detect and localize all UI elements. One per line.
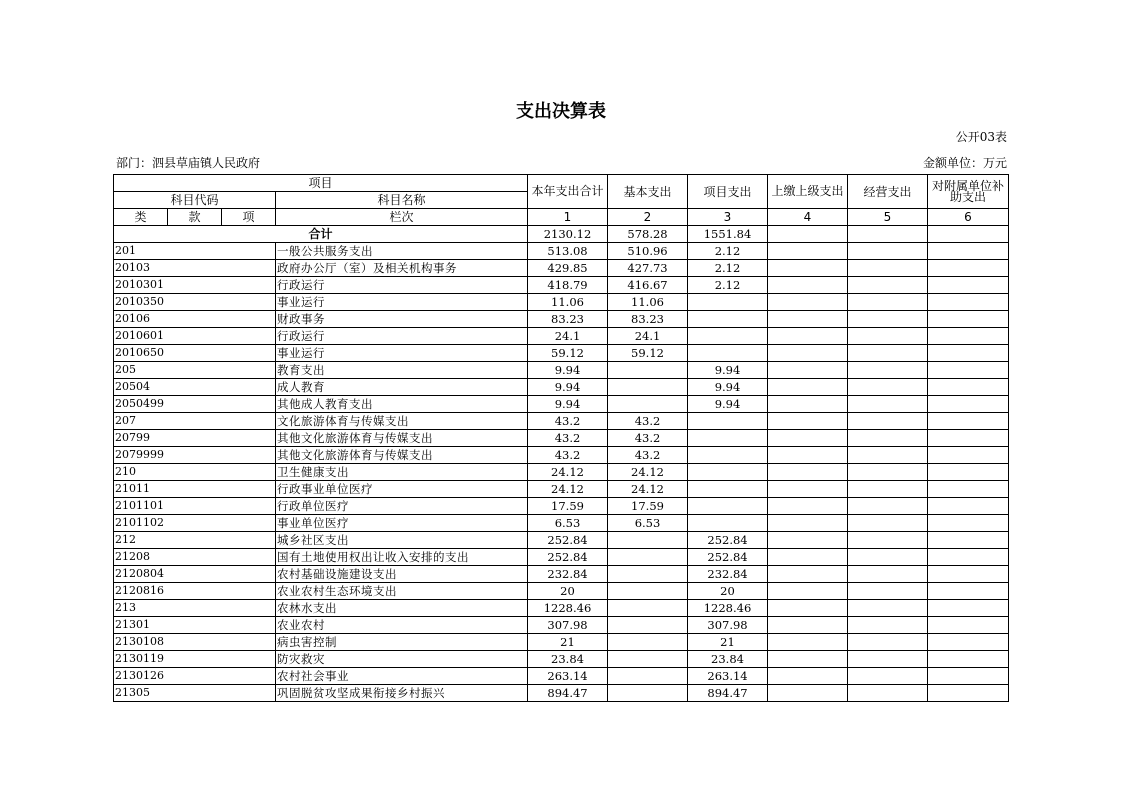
row-name: 一般公共服务支出 [276, 243, 528, 260]
row-business [848, 413, 928, 430]
table-row [114, 583, 1009, 600]
row-subsidy [928, 396, 1009, 413]
row-code: 207 [114, 413, 276, 430]
row-basic: 6.53 [608, 515, 688, 532]
total-subsidy [928, 226, 1009, 243]
row-total: 20 [528, 583, 608, 600]
row-total: 232.84 [528, 566, 608, 583]
header-upper: 上缴上级支出 [768, 175, 848, 209]
row-name: 农村社会事业 [276, 668, 528, 685]
row-project: 23.84 [688, 651, 768, 668]
row-subsidy [928, 277, 1009, 294]
row-total: 252.84 [528, 549, 608, 566]
row-business [848, 515, 928, 532]
row-business [848, 345, 928, 362]
row-name: 行政单位医疗 [276, 498, 528, 515]
row-code: 2130119 [114, 651, 276, 668]
row-total: 307.98 [528, 617, 608, 634]
table-row [114, 413, 1009, 430]
row-basic [608, 362, 688, 379]
row-upper [768, 447, 848, 464]
row-total: 894.47 [528, 685, 608, 702]
expenditure-table [113, 174, 1009, 702]
row-subsidy [928, 294, 1009, 311]
row-basic [608, 685, 688, 702]
table-row [114, 430, 1009, 447]
row-project: 252.84 [688, 549, 768, 566]
row-project: 232.84 [688, 566, 768, 583]
row-code: 2010650 [114, 345, 276, 362]
row-name: 卫生健康支出 [276, 464, 528, 481]
row-name: 防灾救灾 [276, 651, 528, 668]
row-total: 513.08 [528, 243, 608, 260]
row-total: 9.94 [528, 379, 608, 396]
row-upper [768, 481, 848, 498]
row-subsidy [928, 566, 1009, 583]
header-business: 经营支出 [848, 175, 928, 209]
row-business [848, 566, 928, 583]
row-project: 9.94 [688, 379, 768, 396]
row-basic: 24.12 [608, 481, 688, 498]
row-total: 418.79 [528, 277, 608, 294]
row-subsidy [928, 362, 1009, 379]
row-name: 巩固脱贫攻坚成果衔接乡村振兴 [276, 685, 528, 702]
header-no-3: 3 [688, 209, 768, 226]
table-row [114, 532, 1009, 549]
row-name: 其他文化旅游体育与传媒支出 [276, 430, 528, 447]
table-row [114, 379, 1009, 396]
row-basic: 59.12 [608, 345, 688, 362]
row-subsidy [928, 600, 1009, 617]
row-subsidy [928, 498, 1009, 515]
row-upper [768, 515, 848, 532]
row-project [688, 328, 768, 345]
row-project [688, 481, 768, 498]
row-subsidy [928, 549, 1009, 566]
row-total: 11.06 [528, 294, 608, 311]
row-upper [768, 668, 848, 685]
row-subsidy [928, 328, 1009, 345]
total-label: 合计 [114, 226, 528, 243]
header-subsidy: 对附属单位补助支出 [928, 175, 1009, 209]
row-code: 2101101 [114, 498, 276, 515]
row-code: 213 [114, 600, 276, 617]
row-name: 行政事业单位医疗 [276, 481, 528, 498]
table-row [114, 277, 1009, 294]
row-basic: 17.59 [608, 498, 688, 515]
table-row [114, 396, 1009, 413]
header-section: 款 [168, 209, 222, 226]
header-no-5: 5 [848, 209, 928, 226]
row-business [848, 583, 928, 600]
table-row [114, 311, 1009, 328]
table-row [114, 328, 1009, 345]
row-name: 事业单位医疗 [276, 515, 528, 532]
row-total: 17.59 [528, 498, 608, 515]
row-subsidy [928, 413, 1009, 430]
row-upper [768, 651, 848, 668]
header-no-2: 2 [608, 209, 688, 226]
row-basic: 510.96 [608, 243, 688, 260]
table-row [114, 515, 1009, 532]
row-basic [608, 617, 688, 634]
row-basic: 43.2 [608, 447, 688, 464]
row-upper [768, 549, 848, 566]
row-project: 21 [688, 634, 768, 651]
row-code: 2120804 [114, 566, 276, 583]
row-project: 263.14 [688, 668, 768, 685]
row-project: 2.12 [688, 277, 768, 294]
row-project [688, 464, 768, 481]
row-business [848, 481, 928, 498]
row-subsidy [928, 430, 1009, 447]
row-basic [608, 532, 688, 549]
row-total: 83.23 [528, 311, 608, 328]
table-row [114, 668, 1009, 685]
row-basic: 427.73 [608, 260, 688, 277]
table-row [114, 481, 1009, 498]
form-number: 公开03表 [955, 130, 1007, 144]
row-total: 9.94 [528, 396, 608, 413]
row-project [688, 447, 768, 464]
row-basic [608, 651, 688, 668]
row-project [688, 413, 768, 430]
row-business [848, 634, 928, 651]
row-upper [768, 243, 848, 260]
table-row [114, 634, 1009, 651]
table-row [114, 464, 1009, 481]
row-total: 23.84 [528, 651, 608, 668]
row-basic [608, 600, 688, 617]
row-code: 21301 [114, 617, 276, 634]
row-upper [768, 685, 848, 702]
row-upper [768, 600, 848, 617]
row-total: 43.2 [528, 413, 608, 430]
row-business [848, 277, 928, 294]
row-basic [608, 634, 688, 651]
row-project: 252.84 [688, 532, 768, 549]
row-name: 事业运行 [276, 345, 528, 362]
row-business [848, 498, 928, 515]
row-name: 政府办公厅（室）及相关机构事务 [276, 260, 528, 277]
row-basic [608, 549, 688, 566]
row-upper [768, 583, 848, 600]
row-code: 20799 [114, 430, 276, 447]
row-business [848, 430, 928, 447]
row-code: 2010350 [114, 294, 276, 311]
row-upper [768, 379, 848, 396]
row-subsidy [928, 685, 1009, 702]
row-upper [768, 617, 848, 634]
row-upper [768, 345, 848, 362]
header-category: 类 [114, 209, 168, 226]
table-row [114, 260, 1009, 277]
row-business [848, 294, 928, 311]
row-code: 20106 [114, 311, 276, 328]
row-subsidy [928, 447, 1009, 464]
row-total: 252.84 [528, 532, 608, 549]
row-name: 病虫害控制 [276, 634, 528, 651]
table-row [114, 651, 1009, 668]
row-business [848, 328, 928, 345]
header-subject-name: 科目名称 [276, 192, 528, 209]
row-total: 429.85 [528, 260, 608, 277]
row-business [848, 311, 928, 328]
page-title: 支出决算表 [516, 101, 606, 122]
row-business [848, 549, 928, 566]
row-name: 农业农村生态环境支出 [276, 583, 528, 600]
row-code: 20504 [114, 379, 276, 396]
row-business [848, 668, 928, 685]
row-basic: 24.12 [608, 464, 688, 481]
header-no-4: 4 [768, 209, 848, 226]
row-basic [608, 566, 688, 583]
row-subsidy [928, 583, 1009, 600]
row-code: 212 [114, 532, 276, 549]
amount-unit-label: 金额单位：万元 [922, 156, 1007, 170]
row-business [848, 532, 928, 549]
row-subsidy [928, 464, 1009, 481]
row-name: 其他文化旅游体育与传媒支出 [276, 447, 528, 464]
row-name: 成人教育 [276, 379, 528, 396]
row-name: 城乡社区支出 [276, 532, 528, 549]
row-subsidy [928, 668, 1009, 685]
row-upper [768, 566, 848, 583]
row-subsidy [928, 243, 1009, 260]
row-code: 2079999 [114, 447, 276, 464]
row-name: 农业农村 [276, 617, 528, 634]
row-name: 行政运行 [276, 277, 528, 294]
row-upper [768, 277, 848, 294]
row-code: 21305 [114, 685, 276, 702]
row-code: 205 [114, 362, 276, 379]
row-total: 21 [528, 634, 608, 651]
row-total: 24.12 [528, 481, 608, 498]
row-code: 2010301 [114, 277, 276, 294]
row-upper [768, 430, 848, 447]
row-name: 财政事务 [276, 311, 528, 328]
total-basic: 578.28 [608, 226, 688, 243]
row-subsidy [928, 260, 1009, 277]
table-row [114, 600, 1009, 617]
row-basic: 416.67 [608, 277, 688, 294]
row-upper [768, 634, 848, 651]
row-basic [608, 379, 688, 396]
table-row [114, 617, 1009, 634]
table-row [114, 498, 1009, 515]
table-row [114, 685, 1009, 702]
row-subsidy [928, 311, 1009, 328]
row-name: 事业运行 [276, 294, 528, 311]
row-basic: 43.2 [608, 430, 688, 447]
row-name: 文化旅游体育与传媒支出 [276, 413, 528, 430]
row-business [848, 617, 928, 634]
department-label: 部门：泗县草庙镇人民政府 [116, 156, 261, 170]
row-basic [608, 668, 688, 685]
row-upper [768, 498, 848, 515]
row-project: 894.47 [688, 685, 768, 702]
header-total: 本年支出合计 [528, 175, 608, 209]
row-total: 24.12 [528, 464, 608, 481]
row-code: 21011 [114, 481, 276, 498]
row-total: 43.2 [528, 447, 608, 464]
row-code: 210 [114, 464, 276, 481]
row-upper [768, 464, 848, 481]
row-total: 9.94 [528, 362, 608, 379]
row-name: 行政运行 [276, 328, 528, 345]
row-business [848, 651, 928, 668]
row-code: 2120816 [114, 583, 276, 600]
row-business [848, 243, 928, 260]
row-total: 43.2 [528, 430, 608, 447]
row-basic: 24.1 [608, 328, 688, 345]
total-upper [768, 226, 848, 243]
row-upper [768, 260, 848, 277]
row-project [688, 515, 768, 532]
header-basic: 基本支出 [608, 175, 688, 209]
row-business [848, 379, 928, 396]
row-code: 2010601 [114, 328, 276, 345]
row-name: 其他成人教育支出 [276, 396, 528, 413]
row-name: 国有土地使用权出让收入安排的支出 [276, 549, 528, 566]
table-row [114, 243, 1009, 260]
row-business [848, 396, 928, 413]
header-entry: 项 [222, 209, 276, 226]
row-subsidy [928, 345, 1009, 362]
row-name: 农林水支出 [276, 600, 528, 617]
row-total: 6.53 [528, 515, 608, 532]
row-upper [768, 328, 848, 345]
row-project [688, 294, 768, 311]
row-subsidy [928, 634, 1009, 651]
table-row [114, 549, 1009, 566]
row-business [848, 685, 928, 702]
header-column-no: 栏次 [276, 209, 528, 226]
row-subsidy [928, 515, 1009, 532]
row-name: 农村基础设施建设支出 [276, 566, 528, 583]
row-business [848, 260, 928, 277]
header-subject-code: 科目代码 [114, 192, 276, 209]
row-business [848, 362, 928, 379]
total-business [848, 226, 928, 243]
row-total: 1228.46 [528, 600, 608, 617]
table-row [114, 447, 1009, 464]
total-project: 1551.84 [688, 226, 768, 243]
row-basic: 83.23 [608, 311, 688, 328]
row-basic: 11.06 [608, 294, 688, 311]
header-no-6: 6 [928, 209, 1009, 226]
row-upper [768, 413, 848, 430]
row-project: 307.98 [688, 617, 768, 634]
header-no-1: 1 [528, 209, 608, 226]
table-row [114, 294, 1009, 311]
row-project: 20 [688, 583, 768, 600]
row-code: 2050499 [114, 396, 276, 413]
row-basic [608, 396, 688, 413]
row-project [688, 311, 768, 328]
row-project: 2.12 [688, 243, 768, 260]
header-project: 项目支出 [688, 175, 768, 209]
table-row [114, 566, 1009, 583]
row-name: 教育支出 [276, 362, 528, 379]
row-code: 201 [114, 243, 276, 260]
row-business [848, 447, 928, 464]
row-code: 2130126 [114, 668, 276, 685]
row-project [688, 345, 768, 362]
row-subsidy [928, 532, 1009, 549]
table-row [114, 362, 1009, 379]
row-project [688, 498, 768, 515]
row-project: 1228.46 [688, 600, 768, 617]
row-subsidy [928, 651, 1009, 668]
row-project: 2.12 [688, 260, 768, 277]
row-upper [768, 362, 848, 379]
row-code: 21208 [114, 549, 276, 566]
row-subsidy [928, 617, 1009, 634]
header-item: 项目 [114, 175, 528, 192]
table-row [114, 345, 1009, 362]
row-total: 59.12 [528, 345, 608, 362]
row-upper [768, 294, 848, 311]
row-subsidy [928, 379, 1009, 396]
row-upper [768, 311, 848, 328]
row-code: 20103 [114, 260, 276, 277]
row-project [688, 430, 768, 447]
row-upper [768, 532, 848, 549]
row-project: 9.94 [688, 396, 768, 413]
row-project: 9.94 [688, 362, 768, 379]
row-business [848, 464, 928, 481]
total-amount: 2130.12 [528, 226, 608, 243]
row-basic [608, 583, 688, 600]
row-total: 24.1 [528, 328, 608, 345]
row-code: 2130108 [114, 634, 276, 651]
row-basic: 43.2 [608, 413, 688, 430]
table-body [114, 243, 1009, 702]
row-code: 2101102 [114, 515, 276, 532]
row-subsidy [928, 481, 1009, 498]
row-total: 263.14 [528, 668, 608, 685]
row-upper [768, 396, 848, 413]
row-business [848, 600, 928, 617]
